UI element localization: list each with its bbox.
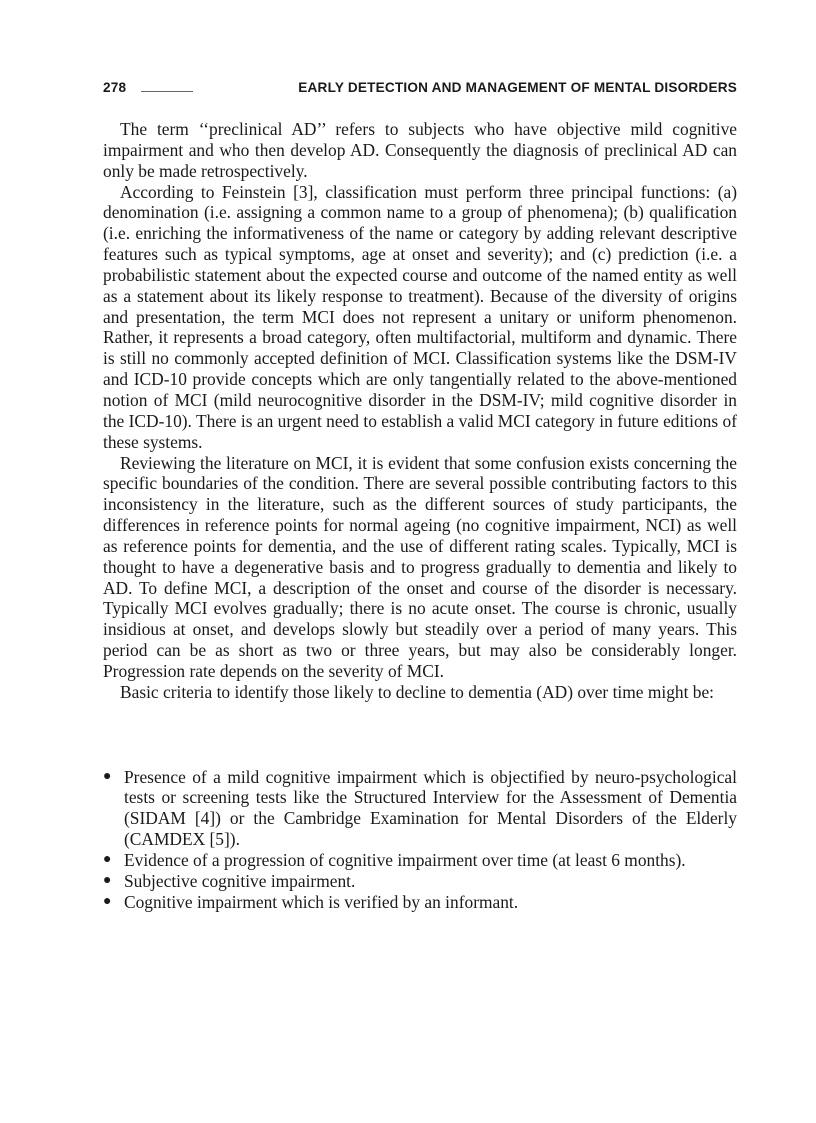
list-item-text: Presence of a mild cognitive impairment which is objectified by neuro-psychological tests or screening tests like the Structured Interview for the Assessment of Dementia (SIDAM [4]) or the Cambridge Examination for Mental Disorders of the Elderly (CAMDEX [5]). xyxy=(124,766,737,850)
running-head-title: EARLY DETECTION AND MANAGEMENT OF MENTAL DISORDERS xyxy=(298,80,737,95)
bullet-icon: ● xyxy=(103,852,112,867)
running-header xyxy=(103,80,737,95)
page-number: 278 xyxy=(103,80,127,95)
bullet-icon: ● xyxy=(103,872,112,888)
list-item xyxy=(103,850,737,871)
paragraph: According to Feinstein [3], classification must perform three principal functions: (a) denomination (i.e. assigning a common name to a group of phenomena); (b) qualification (i.e. enriching the informativeness of the name or category by adding relevant descriptive features such as typical symptoms, age at onset and severity); and (c) prediction (i.e. a probabilistic statement about the expected course and outcome of the named entity as well as a statement about its likely response to treatment). Because of the diversity of origins and presentation, the term MCI does not represent a unitary or uniform phenomenon. Rather, it represents a broad category, often multifactorial, multiform and dynamic. There is still no commonly accepted definition of MCI. Classification systems like the DSM-IV and ICD-10 provide concepts which are only tangentially related to the above-mentioned notion of MCI (mild neurocognitive disorder in the DSM-IV; mild cognitive disorder in the ICD-10). There is an urgent need to establish a valid MCI category in future editions of these systems. xyxy=(103,181,737,452)
list-item-text: Cognitive impairment which is verified by an informant. xyxy=(124,891,519,912)
list-item-text: Subjective cognitive impairment. xyxy=(124,870,356,891)
bullet-icon: ● xyxy=(103,893,112,909)
criteria-list xyxy=(103,767,737,913)
paragraph: The term ‘‘preclinical AD’’ refers to subjects who have objective mild cognitive impairment and who then develop AD. Consequently the diagnosis of preclinical AD can only be made retrospectively. xyxy=(103,119,737,181)
list-item xyxy=(103,871,737,892)
page-body xyxy=(103,119,737,913)
list-item xyxy=(103,767,737,850)
list-item-text: Evidence of a progression of cognitive impairment over time (at least 6 months). xyxy=(124,850,686,870)
list-item xyxy=(103,892,737,913)
header-rule xyxy=(141,91,193,92)
paragraph: Basic criteria to identify those likely to decline to dementia (AD) over time might be: xyxy=(120,681,715,702)
bullet-icon: ● xyxy=(103,768,112,784)
paragraph: Reviewing the literature on MCI, it is evident that some confusion exists concerning the specific boundaries of the condition. There are several possible contributing factors to this inconsistency in the literature, such as the different sources of study participants, the differences in reference points for normal ageing (no cognitive impairment, NCI) as well as reference points for dementia, and the use of different rating scales. Typically, MCI is thought to have a degenerative basis and to progress gradually to dementia and likely to AD. To define MCI, a description of the onset and course of the disorder is necessary. Typically MCI evolves gradually; there is no acute onset. The course is chronic, usually insidious at onset, and develops slowly but steadily over a period of many years. This period can be as short as two or three years, but may also be considerably longer. Progression rate depends on the severity of MCI. xyxy=(103,452,737,681)
spacer xyxy=(103,703,737,767)
